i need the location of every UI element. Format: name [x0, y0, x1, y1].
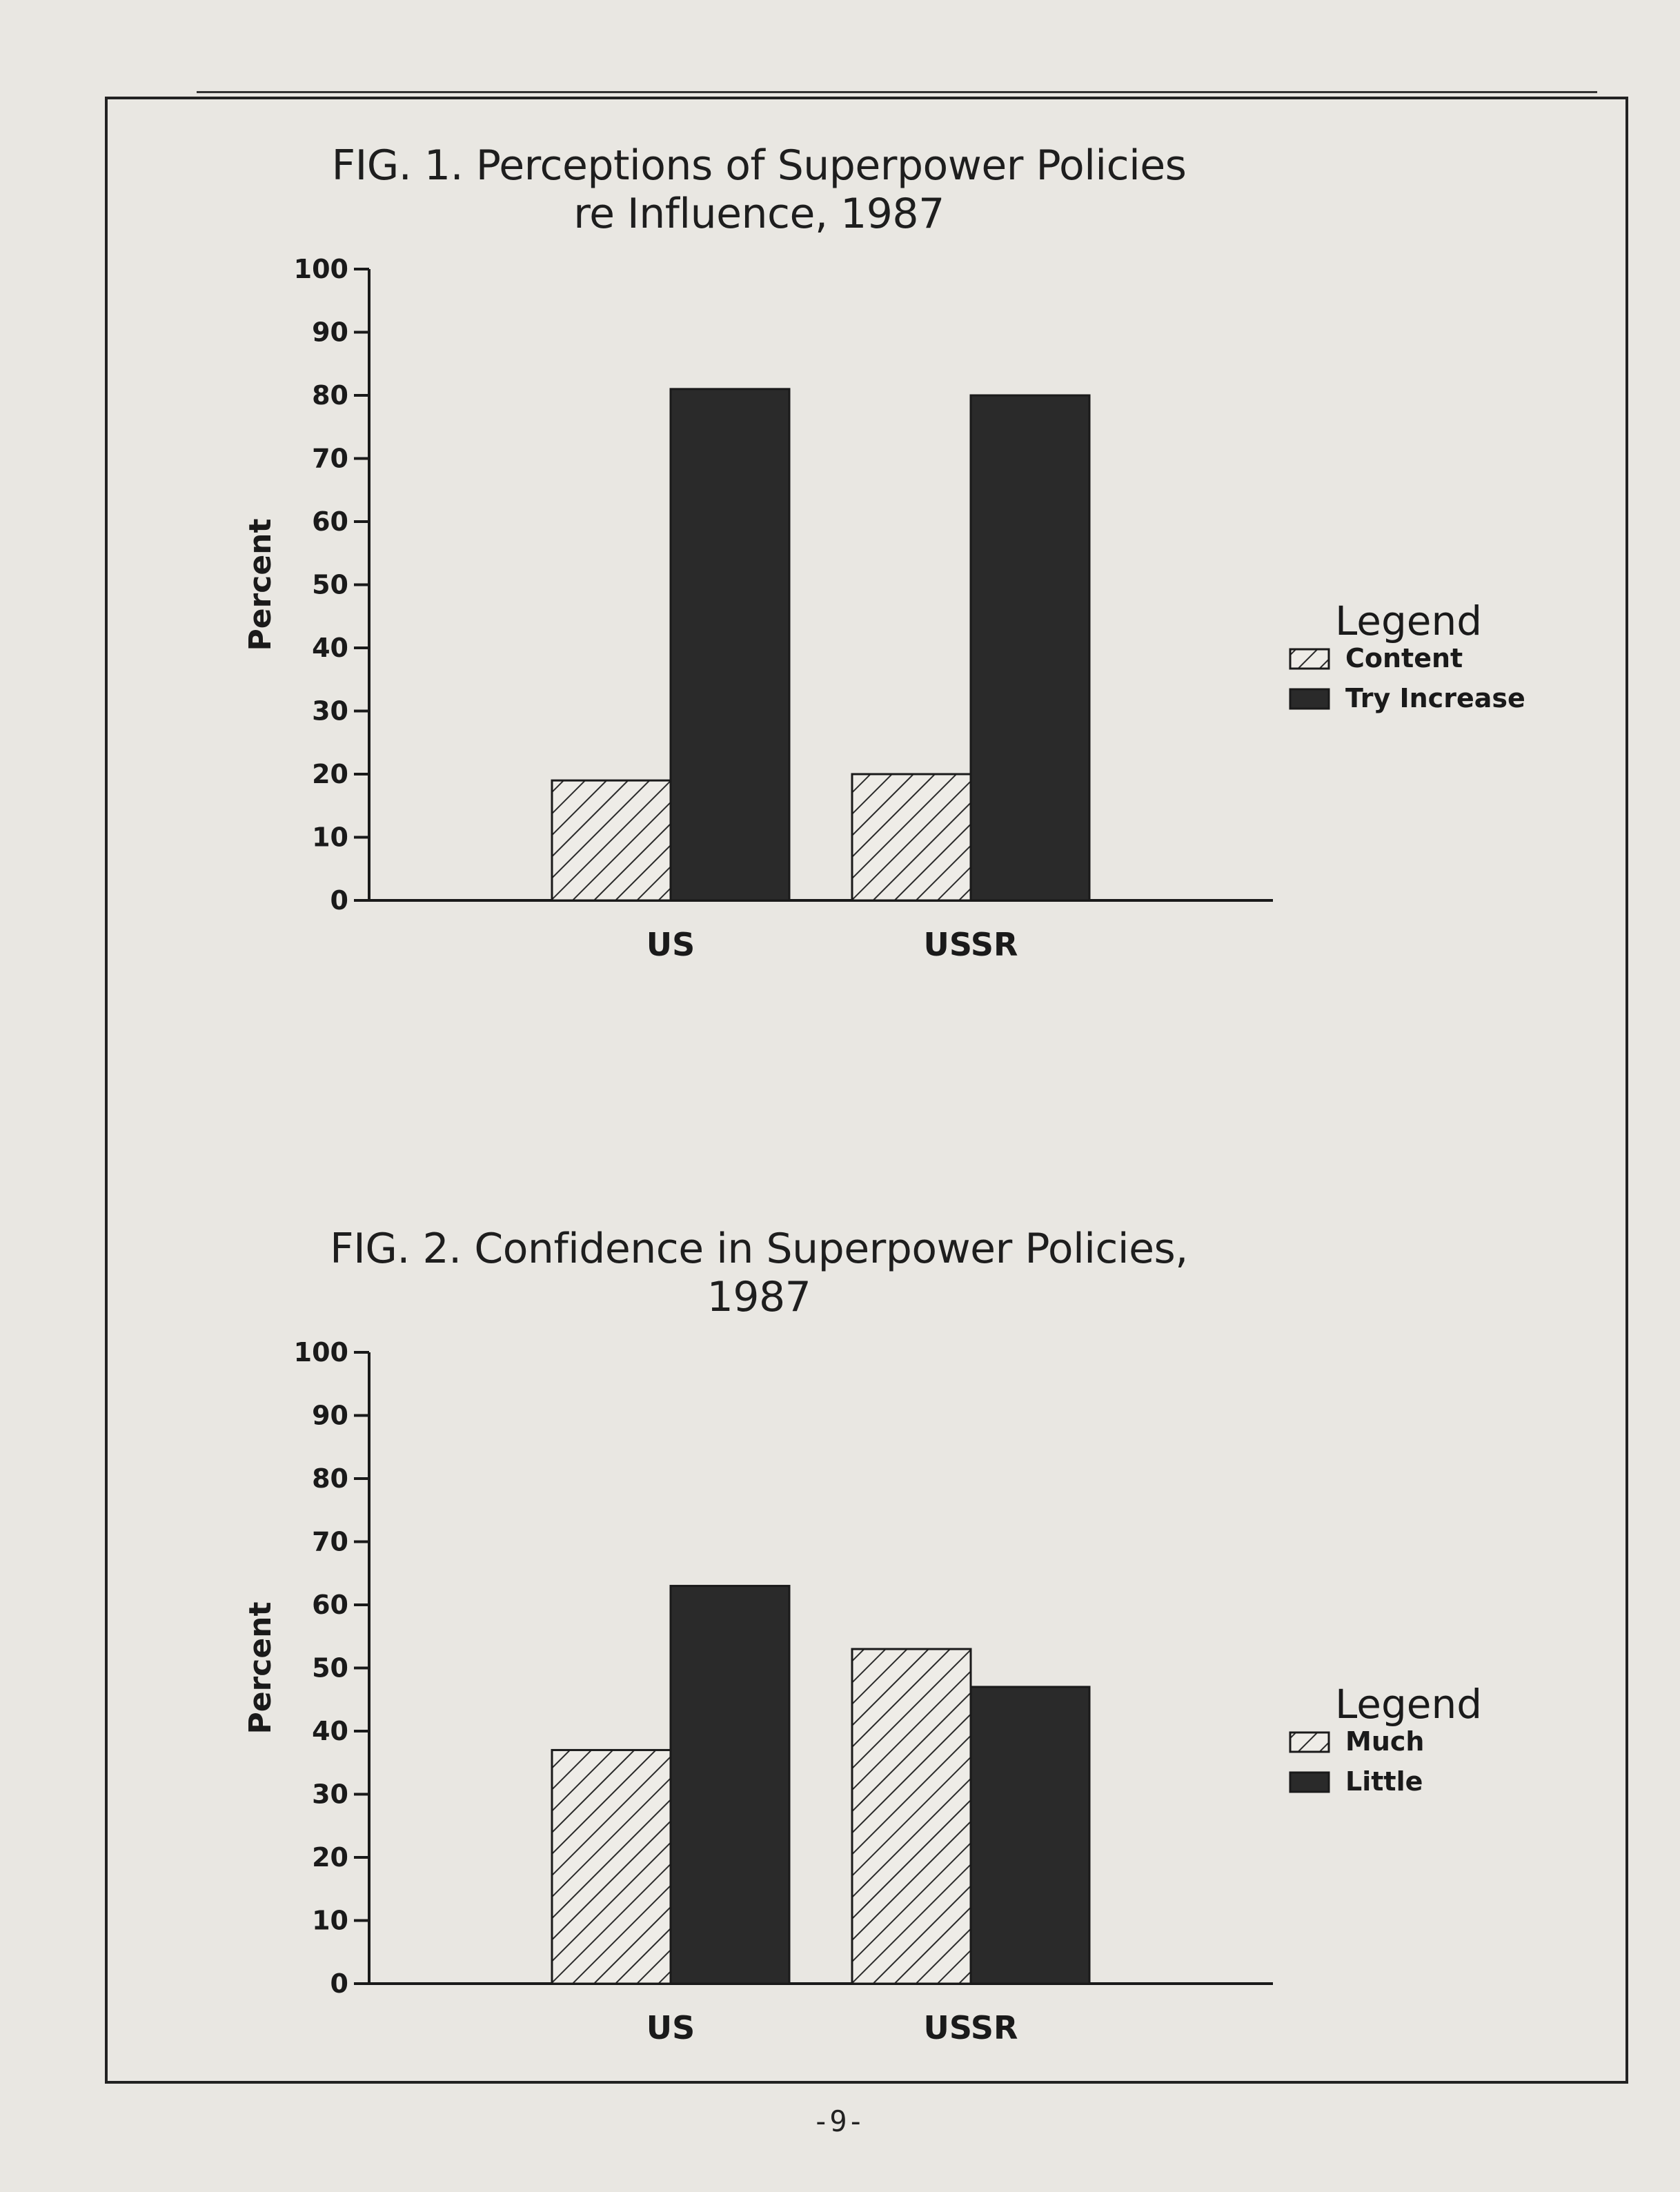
legend-title: Legend — [1335, 598, 1483, 644]
top-rule — [197, 91, 1597, 93]
y-tick-label: 30 — [312, 1779, 348, 1810]
fig2-title — [207, 1225, 1311, 1321]
y-tick-label: 30 — [312, 695, 348, 727]
page-number: -9- — [812, 2104, 864, 2138]
category-label-ussr: USSR — [923, 2009, 1018, 2046]
y-tick-label: 20 — [312, 759, 348, 789]
legend-swatch — [1290, 1773, 1329, 1792]
y-tick-label: 70 — [312, 1526, 348, 1557]
legend-entry: Little — [1345, 1766, 1423, 1797]
y-tick-label: 40 — [312, 633, 348, 663]
fig2-chart — [0, 1332, 1680, 2077]
y-tick-label: 20 — [312, 1842, 348, 1873]
y-tick-label: 90 — [312, 1400, 348, 1431]
legend-entry: Try Increase — [1345, 683, 1525, 713]
y-tick-label: 10 — [312, 1905, 348, 1936]
y-tick-label: 50 — [312, 1652, 348, 1684]
fig1-chart — [0, 248, 1680, 994]
y-tick-label: 40 — [312, 1716, 348, 1746]
y-tick-label: 50 — [312, 569, 348, 600]
fig1-title-line-1: FIG. 1. Perceptions of Superpower Policies — [331, 141, 1187, 190]
bar-ussr-content — [852, 774, 971, 900]
y-tick-label: 90 — [312, 317, 348, 348]
fig2-title-line-1: FIG. 2. Confidence in Superpower Policies, — [330, 1225, 1188, 1273]
y-tick-label: 10 — [312, 822, 348, 853]
y-tick-label: 80 — [312, 380, 348, 411]
bar-us-content — [552, 780, 671, 900]
legend-swatch — [1290, 1732, 1329, 1752]
fig1-title — [207, 141, 1311, 238]
y-tick-label: 80 — [312, 1463, 348, 1494]
legend-entry: Content — [1345, 643, 1463, 673]
legend-swatch — [1290, 649, 1329, 669]
bar-ussr-much — [852, 1649, 971, 1984]
y-tick-label: 70 — [312, 443, 348, 474]
fig2-title-line-2: 1987 — [706, 1273, 811, 1321]
bar-us-try-increase — [671, 389, 789, 900]
y-tick-label: 60 — [312, 506, 348, 537]
y-tick-label: 100 — [293, 1337, 348, 1367]
legend-entry: Much — [1345, 1726, 1425, 1757]
y-tick-label: 60 — [312, 1590, 348, 1620]
category-label-us: US — [646, 2009, 695, 2046]
category-label-ussr: USSR — [923, 926, 1018, 963]
fig1-title-line-2: re Influence, 1987 — [573, 190, 945, 238]
legend-swatch — [1290, 689, 1329, 709]
y-tick-label: 0 — [330, 1968, 348, 1999]
legend-title: Legend — [1335, 1681, 1483, 1728]
y-tick-label: 100 — [293, 254, 348, 284]
bar-ussr-try-increase — [971, 395, 1089, 900]
category-label-us: US — [646, 926, 695, 963]
y-axis-label: Percent — [243, 518, 278, 651]
bar-us-little — [671, 1586, 789, 1984]
bar-us-much — [552, 1750, 671, 1984]
y-axis-label: Percent — [243, 1601, 278, 1735]
y-tick-label: 0 — [330, 885, 348, 916]
bar-ussr-little — [971, 1687, 1089, 1984]
